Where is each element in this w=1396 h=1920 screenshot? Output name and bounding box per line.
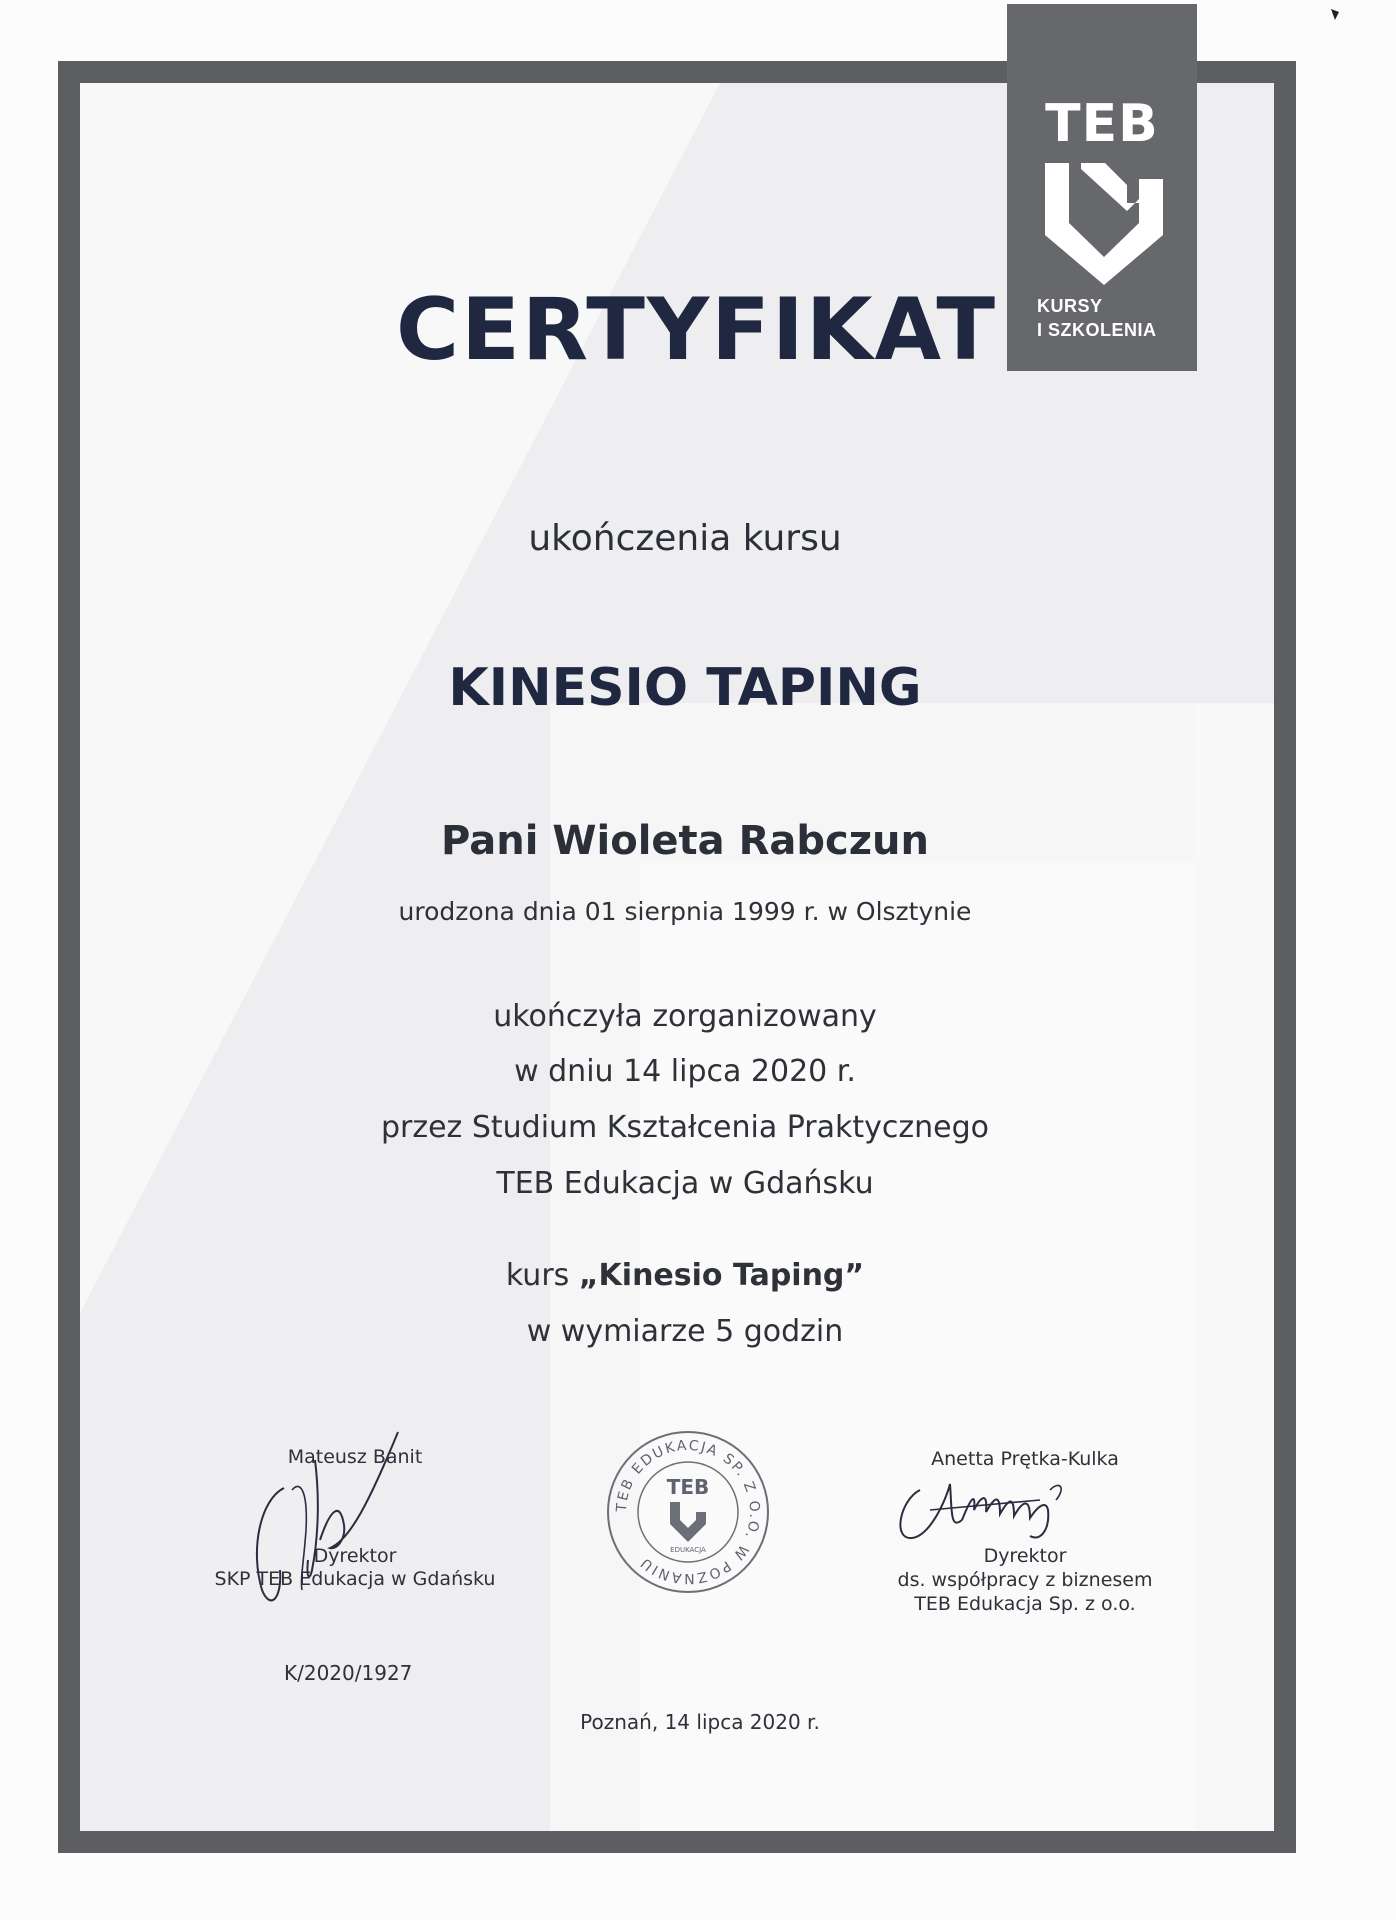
completion-date: w dniu 14 lipca 2020 r. <box>514 1054 856 1089</box>
course-quoted-name: „Kinesio Taping” <box>578 1258 865 1293</box>
official-stamp <box>604 1428 772 1596</box>
signature-right <box>890 1470 1090 1550</box>
signatory-right-organization-line1: ds. współpracy z biznesem <box>897 1569 1153 1591</box>
signatory-left <box>170 0 540 1920</box>
signatory-right-role: Dyrektor <box>983 1545 1067 1567</box>
birth-info: urodzona dnia 01 sierpnia 1999 r. w Olsztynie <box>398 897 972 926</box>
stamp-small-text: EDUKACJA <box>670 1546 706 1554</box>
completion-line: ukończyła zorganizowany <box>493 999 877 1034</box>
course-prefix: kurs <box>505 1258 579 1293</box>
certificate-title: CERTYFIKAT <box>396 280 998 380</box>
logo-title: TEB <box>1045 94 1159 154</box>
svg-text:TEB EDUKACJA SP. Z O.O. W POZN <box>614 1438 763 1586</box>
place-and-date: Poznań, 14 lipca 2020 r. <box>580 1710 820 1734</box>
document-number: K/2020/1927 <box>284 1661 413 1685</box>
signatory-right-organization-line2: TEB Edukacja Sp. z o.o. <box>914 1593 1136 1615</box>
signatory-right-name: Anetta Prętka-Kulka <box>931 1448 1119 1470</box>
signatory-left-name: Mateusz Banit <box>287 1446 423 1468</box>
scan-mark <box>1330 8 1342 22</box>
recipient-name: Pani Wioleta Rabczun <box>441 818 929 864</box>
organizer-line: przez Studium Kształcenia Praktycznego <box>380 1110 990 1145</box>
signatory-left-role: Dyrektor <box>313 1545 397 1567</box>
stamp-center-text: TEB <box>666 1475 710 1499</box>
course-hours: w wymiarze 5 godzin <box>526 1314 844 1349</box>
course-name: KINESIO TAPING <box>448 658 922 718</box>
organizer-name: TEB Edukacja w Gdańsku <box>496 1166 874 1201</box>
signatory-left-organization: SKP TEB Edukacja w Gdańsku <box>214 1568 496 1590</box>
logo-subtitle-line1: KURSY <box>1037 296 1103 316</box>
signatory-right <box>830 0 1220 1920</box>
signature-left <box>240 1430 430 1615</box>
logo-subtitle-line2: I SZKOLENIA <box>1037 320 1157 340</box>
stamp-ring-text: TEB EDUKACJA SP. Z O.O. W POZNANIU <box>613 1437 763 1587</box>
certificate-subtitle: ukończenia kursu <box>528 518 842 559</box>
